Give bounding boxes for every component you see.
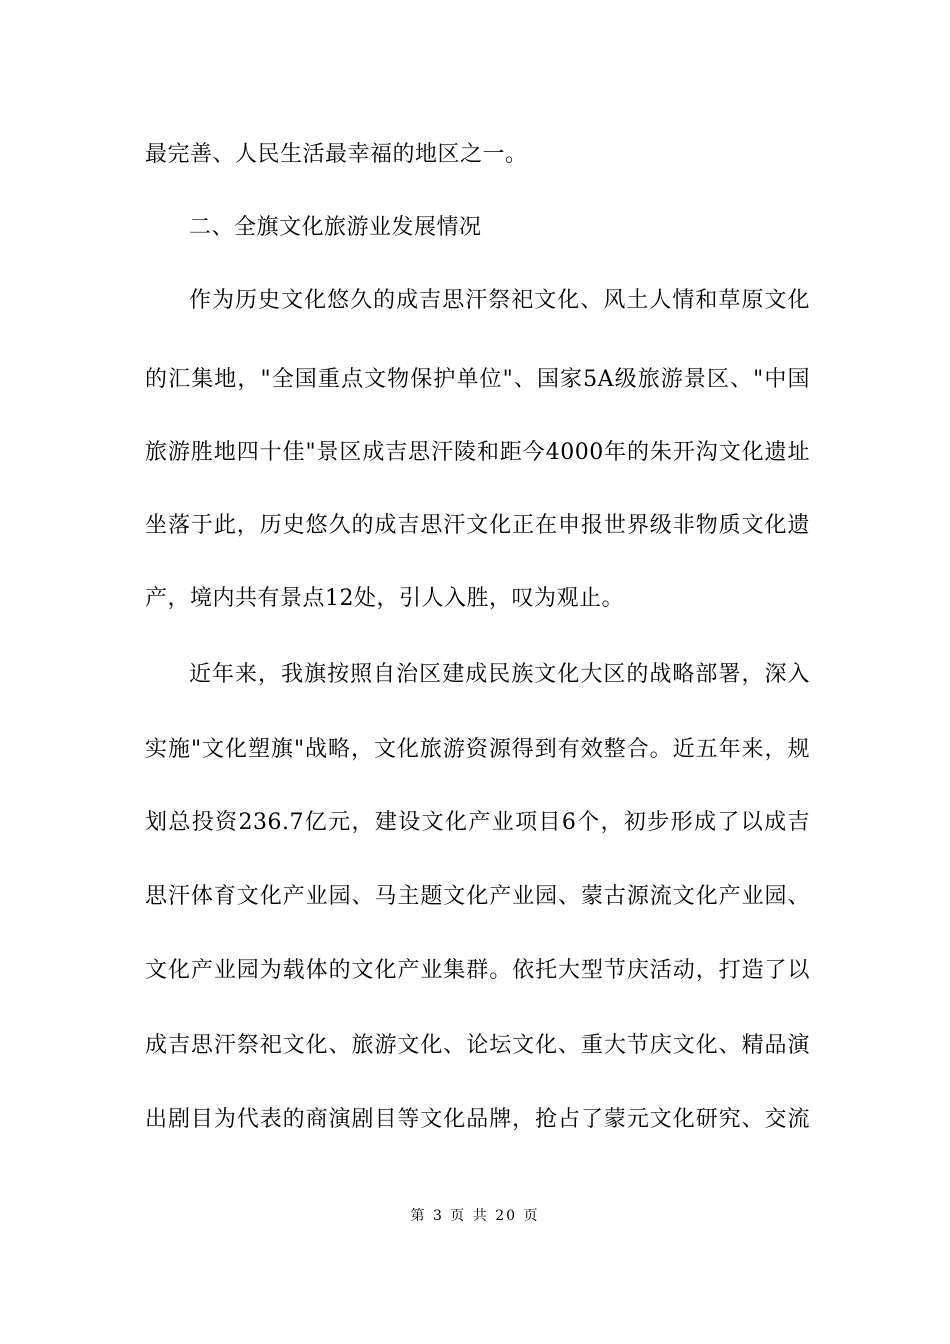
section-heading: 二、全旗文化旅游业发展情况 — [189, 215, 482, 240]
text-line-3: 作为历史文化悠久的成吉思汗祭祀文化、风土人情和草原文化 — [189, 288, 810, 313]
text-line-4: 的汇集地，"全国重点文物保护单位"、国家5A级旅游景区、"中国 — [145, 367, 810, 392]
text-line-14: 出剧目为代表的商演剧目等文化品牌，抢占了蒙元文化研究、交流 — [145, 1107, 810, 1132]
text-line-8: 近年来，我旗按照自治区建成民族文化大区的战略部署，深入 — [189, 662, 810, 687]
text-line-9: 实施"文化塑旗"战略，文化旅游资源得到有效整合。近五年来，规 — [145, 737, 810, 762]
text-line-12: 文化产业园为载体的文化产业集群。依托大型节庆活动，打造了以 — [145, 958, 810, 983]
text-line-6: 坐落于此，历史悠久的成吉思汗文化正在申报世界级非物质文化遗 — [145, 513, 810, 538]
text-line-10: 划总投资236.7亿元，建设文化产业项目6个，初步形成了以成吉 — [145, 810, 810, 835]
text-line-7: 产，境内共有景点12处，引人入胜，叹为观止。 — [145, 586, 624, 611]
page-number-footer: 第 3 页 共 20 页 — [410, 1208, 540, 1224]
text-line-11: 思汗体育文化产业园、马主题文化产业园、蒙古源流文化产业园、 — [145, 884, 810, 909]
text-line-5: 旅游胜地四十佳"景区成吉思汗陵和距今4000年的朱开沟文化遗址 — [145, 440, 810, 465]
text-line-1: 最完善、人民生活最幸福的地区之一。 — [145, 142, 528, 167]
text-line-13: 成吉思汗祭祀文化、旅游文化、论坛文化、重大节庆文化、精品演 — [145, 1033, 810, 1058]
